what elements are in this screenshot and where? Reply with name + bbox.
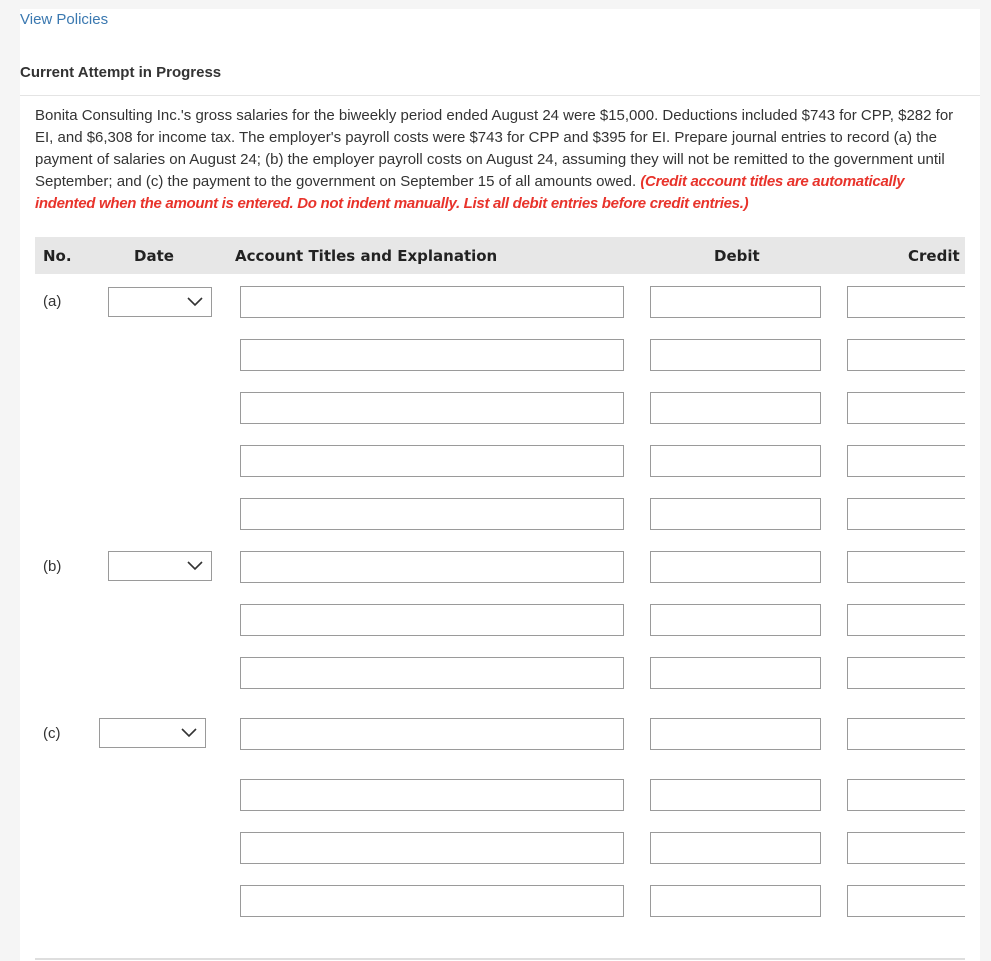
header-account: Account Titles and Explanation	[235, 247, 498, 265]
debit-input[interactable]	[650, 885, 821, 917]
debit-input[interactable]	[650, 832, 821, 864]
debit-input[interactable]	[650, 718, 821, 750]
date-select-c[interactable]	[99, 718, 206, 748]
date-select-a[interactable]	[108, 287, 212, 317]
account-input[interactable]	[240, 885, 624, 917]
debit-input[interactable]	[650, 551, 821, 583]
account-input[interactable]	[240, 779, 624, 811]
view-policies-link[interactable]: View Policies	[20, 11, 109, 28]
credit-input[interactable]	[847, 445, 965, 477]
credit-input[interactable]	[847, 718, 965, 750]
debit-input[interactable]	[650, 339, 821, 371]
debit-input[interactable]	[650, 779, 821, 811]
debit-input[interactable]	[650, 498, 821, 530]
credit-input[interactable]	[847, 286, 965, 318]
header-credit: Credit	[908, 247, 960, 265]
account-input[interactable]	[240, 832, 624, 864]
account-input[interactable]	[240, 445, 624, 477]
question-body: Bonita Consulting Inc.'s gross salaries for the biweekly period ended August 24 were $15,000. Deductions included $743 for CPP, $282 for EI, and $6,308 for income tax. The employer's payroll costs were $743 for CPP and $395 for EI. Prepare journal entries to record (a) the payment of salaries on August 24; (b) the employer payroll costs on August 24, assuming they will not be remitted to the government until September; and (c) the payment to the government on September 15 of all amounts owed.	[35, 107, 954, 190]
table-bottom-border	[35, 958, 965, 960]
account-input[interactable]	[240, 392, 624, 424]
divider	[20, 95, 980, 96]
account-input[interactable]	[240, 339, 624, 371]
credit-input[interactable]	[847, 551, 965, 583]
credit-input[interactable]	[847, 779, 965, 811]
account-input[interactable]	[240, 286, 624, 318]
debit-input[interactable]	[650, 445, 821, 477]
question-text	[35, 105, 967, 215]
question-instruction: (Credit account titles are automatically indented when the amount is entered. Do not indent manually. List all debit entries before credit entries.)	[35, 173, 905, 212]
credit-input[interactable]	[847, 885, 965, 917]
entry-label-a: (a)	[43, 293, 62, 310]
entry-label-c: (c)	[43, 725, 61, 742]
chevron-down-icon	[187, 561, 203, 571]
date-select-b[interactable]	[108, 551, 212, 581]
attempt-title: Current Attempt in Progress	[20, 64, 222, 81]
header-date: Date	[134, 247, 174, 265]
credit-input[interactable]	[847, 832, 965, 864]
credit-input[interactable]	[847, 604, 965, 636]
account-input[interactable]	[240, 551, 624, 583]
header-no: No.	[43, 247, 72, 265]
debit-input[interactable]	[650, 657, 821, 689]
entry-label-b: (b)	[43, 558, 62, 575]
credit-input[interactable]	[847, 498, 965, 530]
table-header	[35, 237, 965, 274]
account-input[interactable]	[240, 657, 624, 689]
account-input[interactable]	[240, 604, 624, 636]
credit-input[interactable]	[847, 657, 965, 689]
header-debit: Debit	[714, 247, 760, 265]
debit-input[interactable]	[650, 604, 821, 636]
chevron-down-icon	[187, 297, 203, 307]
credit-input[interactable]	[847, 392, 965, 424]
account-input[interactable]	[240, 498, 624, 530]
credit-input[interactable]	[847, 339, 965, 371]
account-input[interactable]	[240, 718, 624, 750]
debit-input[interactable]	[650, 286, 821, 318]
chevron-down-icon	[181, 728, 197, 738]
debit-input[interactable]	[650, 392, 821, 424]
